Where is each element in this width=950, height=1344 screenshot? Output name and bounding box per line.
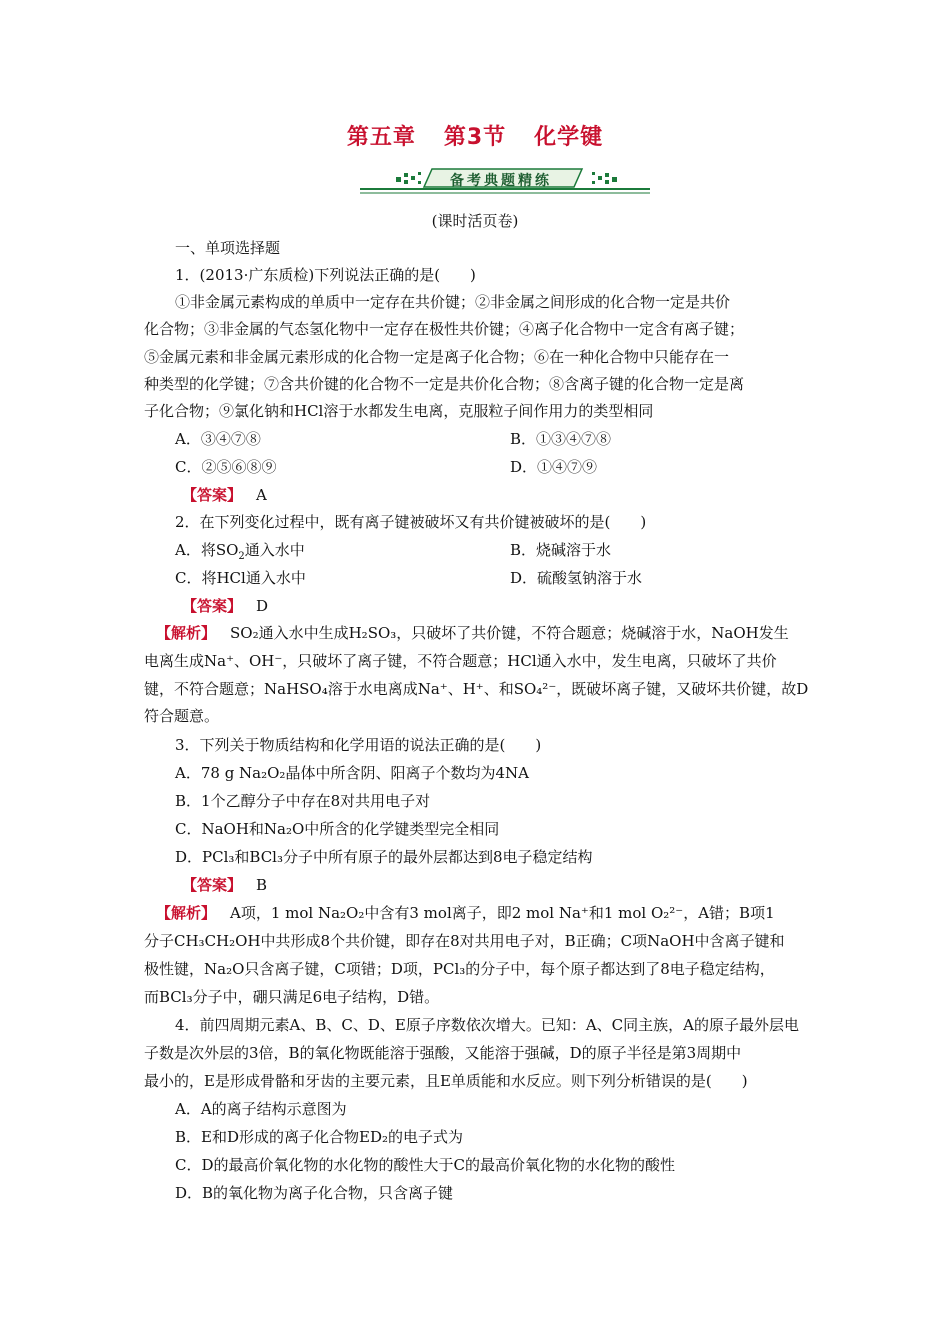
q3-option-c: C．NaOH和Na₂O中所含的化学键类型完全相同 bbox=[175, 820, 500, 838]
answer-value: B bbox=[256, 876, 268, 894]
q3-explanation-2: 分子CH₃CH₂OH中共形成8个共价键，即存在8对共用电子对，B正确；C项NaOH中含离子键和 bbox=[144, 932, 785, 950]
q2-answer bbox=[182, 596, 268, 616]
q1-option-c: C．②⑤⑥⑧⑨ bbox=[175, 458, 277, 476]
page-title bbox=[0, 120, 950, 151]
course-label: (课时活页卷) bbox=[431, 212, 519, 230]
q4-option-d: D．B的氧化物为离子化合物，只含离子键 bbox=[175, 1184, 454, 1202]
q1-option-d: D．①④⑦⑨ bbox=[510, 458, 598, 476]
q1-line-2: 化合物；③非金属的气态氢化物中一定存在极性共价键；④离子化合物中一定含有离子键； bbox=[144, 320, 745, 338]
explanation-tag: 【解析】 bbox=[156, 904, 217, 922]
q4-option-a: A．A的离子结构示意图为 bbox=[175, 1100, 347, 1118]
banner-text: 备考典题精练 bbox=[450, 173, 552, 189]
section-label: 第3节 bbox=[443, 125, 507, 150]
q1-line-3: ⑤金属元素和非金属元素形成的化合物一定是离子化合物；⑥在一种化合物中只能存在一 bbox=[144, 348, 730, 366]
q2-option-d: D．硫酸氢钠溶于水 bbox=[510, 569, 643, 587]
q3-stem: 3．下列关于物质结构和化学用语的说法正确的是( ) bbox=[175, 736, 542, 754]
q3-option-b: B．1个乙醇分子中存在8对共用电子对 bbox=[175, 792, 431, 810]
q3-explanation-3: 极性键，Na₂O只含离子键，C项错；D项，PCl₃的分子中，每个原子都达到了8电子稳定结构， bbox=[144, 960, 775, 978]
q2-explanation-4: 符合题意。 bbox=[144, 707, 220, 725]
answer-tag: 【答案】 bbox=[182, 876, 243, 894]
q1-line-1: ①非金属元素构成的单质中一定存在共价键；②非金属之间形成的化合物一定是共价 bbox=[175, 293, 731, 311]
q4-line-3: 最小的，E是形成骨骼和牙齿的主要元素，且E单质能和水反应。则下列分析错误的是( ) bbox=[144, 1072, 748, 1090]
q2-explanation-3: 键，不符合题意；NaHSO₄溶于水电离成Na⁺、H⁺、和SO₄²⁻，既破坏离子键，又破坏共价键，故D bbox=[144, 680, 809, 698]
q3-explanation-4: 而BCl₃分子中，硼只满足6电子结构，D错。 bbox=[144, 988, 440, 1006]
q3-option-a: A．78 g Na₂O₂晶体中所含阴、阳离子个数均为4NA bbox=[175, 764, 529, 782]
q2-stem: 2．在下列变化过程中，既有离子键被破坏又有共价键被破坏的是( ) bbox=[175, 513, 647, 531]
q3-answer bbox=[182, 875, 267, 895]
q4-line-1: 4．前四周期元素A、B、C、D、E原子序数依次增大。已知：A、C同主族，A的原子最外层电 bbox=[175, 1016, 799, 1034]
q2-explanation-1: 【解析】 SO₂通入水中生成H₂SO₃，只破坏了共价键，不符合题意；烧碱溶于水，NaOH发生 bbox=[156, 624, 789, 642]
answer-tag: 【答案】 bbox=[182, 597, 243, 615]
q2-option-c: C．将HCl通入水中 bbox=[175, 569, 306, 587]
q1-stem: 1．(2013·广东质检)下列说法正确的是( ) bbox=[175, 266, 476, 284]
q2-explanation-2: 电离生成Na⁺、OH⁻，只破坏了离子键，不符合题意；HCl通入水中，发生电离，只破坏了共价 bbox=[144, 652, 777, 670]
chapter-label: 第五章 bbox=[346, 125, 416, 150]
part-heading: 一、单项选择题 bbox=[175, 239, 281, 257]
q2-option-a: A．将$SO_2$通入水中 bbox=[175, 541, 305, 562]
q2-option-b: B．烧碱溶于水 bbox=[510, 541, 612, 559]
q1-line-4: 种类型的化学键；⑦含共价键的化合物不一定是共价化合物；⑧含离子键的化合物一定是离 bbox=[144, 375, 745, 393]
topic-label: 化学键 bbox=[534, 125, 604, 150]
q4-line-2: 子数是次外层的3倍，B的氧化物既能溶于强酸，又能溶于强碱，D的原子半径是第3周期中 bbox=[144, 1044, 742, 1062]
q1-option-a: A．③④⑦⑧ bbox=[175, 430, 261, 448]
section-banner bbox=[360, 165, 650, 197]
q1-answer bbox=[182, 485, 267, 505]
q1-line-5: 子化合物；⑨氯化钠和HCl溶于水都发生电离，克服粒子间作用力的类型相同 bbox=[144, 402, 654, 420]
answer-tag: 【答案】 bbox=[182, 486, 243, 504]
q4-option-c: C．D的最高价氧化物的水化物的酸性大于C的最高价氧化物的水化物的酸性 bbox=[175, 1156, 675, 1174]
answer-value: D bbox=[256, 597, 269, 615]
q4-option-b: B．E和D形成的离子化合物ED₂的电子式为 bbox=[175, 1128, 463, 1146]
q3-explanation-1: 【解析】 A项，1 mol Na₂O₂中含有3 mol离子，即2 mol Na⁺和1 mol O₂²⁻，A错；B项1 bbox=[156, 904, 775, 922]
q3-option-d: D．PCl₃和BCl₃分子中所有原子的最外层都达到8电子稳定结构 bbox=[175, 848, 593, 866]
q1-option-b: B．①③④⑦⑧ bbox=[510, 430, 612, 448]
explanation-tag: 【解析】 bbox=[156, 624, 217, 642]
answer-value: A bbox=[256, 486, 267, 504]
